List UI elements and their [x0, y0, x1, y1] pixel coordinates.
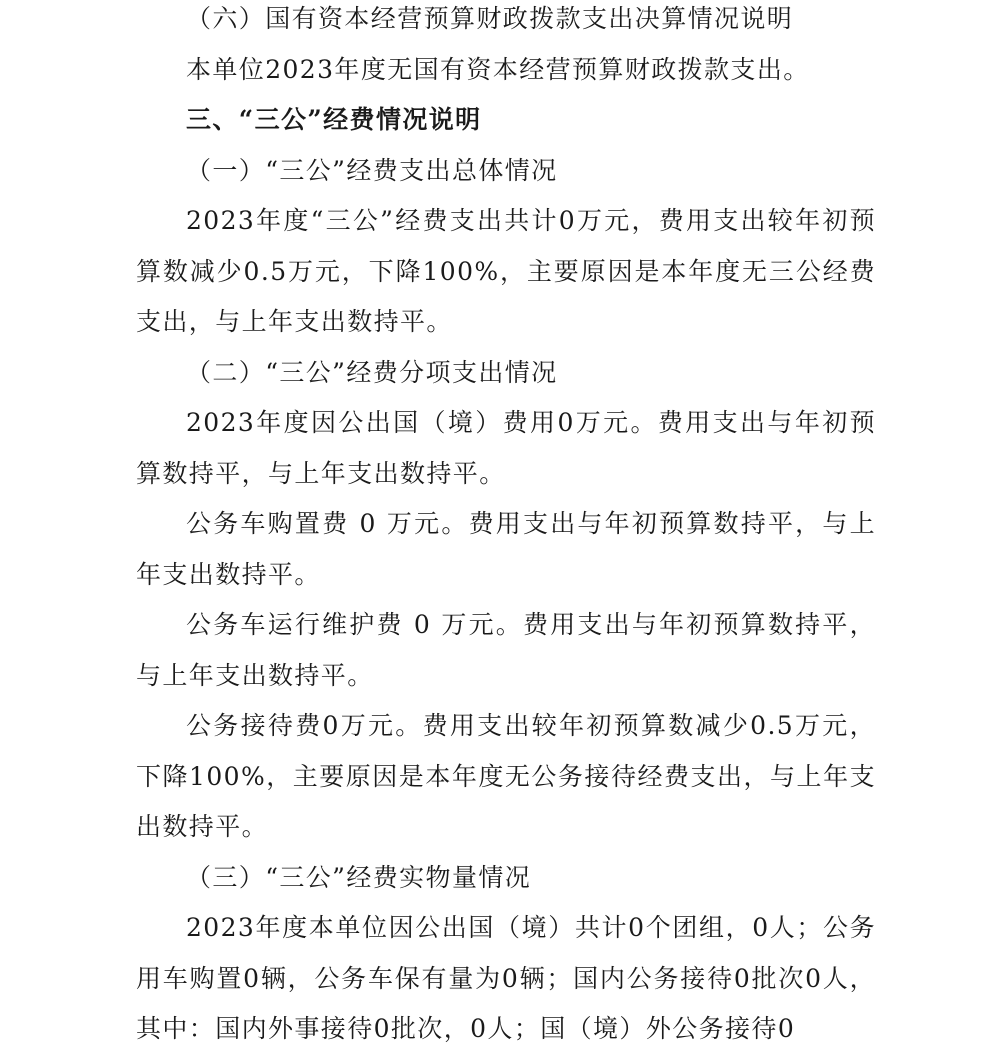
paragraph-overall-expenses: 2023年度“三公”经费支出共计0万元，费用支出较年初预算数减少0.5万元，下降100%，主要原因是本年度无三公经费支出，与上年支出数持平。: [136, 206, 876, 336]
heading-physical-quantities: （三）“三公”经费实物量情况: [186, 862, 532, 892]
heading-state-capital-budget: （六）国有资本经营预算财政拨款支出决算情况说明: [186, 4, 794, 33]
heading-overall-expenses: （一）“三公”经费支出总体情况: [186, 155, 558, 185]
heading-itemized-expenses: （二）“三公”经费分项支出情况: [186, 357, 558, 387]
paragraph-physical-quantities: 2023年度本单位因公出国（境）共计0个团组，0人；公务用车购置0辆，公务车保有量为0辆；国内公务接待0批次0人，其中：国内外事接待0批次，0人；国（境）外公务接待0: [136, 913, 876, 1043]
paragraph-state-capital: 本单位2023年度无国有资本经营预算财政拨款支出。: [186, 54, 810, 84]
paragraph-reception-expenses: 公务接待费0万元。费用支出较年初预算数减少0.5万元，下降100%，主要原因是本年度无公务接待经费支出，与上年支出数持平。: [136, 711, 876, 841]
paragraph-abroad-expenses: 2023年度因公出国（境）费用0万元。费用支出与年初预算数持平，与上年支出数持平。: [136, 408, 876, 488]
document-page: [136, 0, 876, 1043]
paragraph-vehicle-purchase: 公务车购置费 0 万元。费用支出与年初预算数持平，与上年支出数持平。: [136, 509, 876, 589]
paragraph-vehicle-operation: 公务车运行维护费 0 万元。费用支出与年初预算数持平，与上年支出数持平。: [136, 610, 876, 690]
heading-three-public-expenses: 三、“三公”经费情况说明: [186, 105, 482, 134]
